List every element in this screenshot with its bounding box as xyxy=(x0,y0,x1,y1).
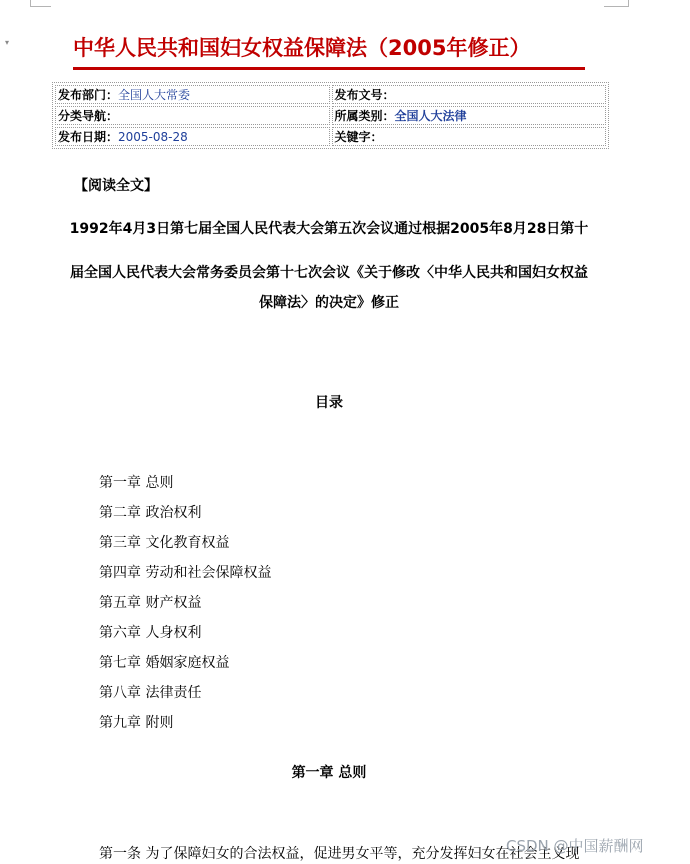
title-underline xyxy=(73,67,585,70)
doc-number-label: 发布文号： xyxy=(334,88,395,102)
toc-item: 第八章 法律责任 xyxy=(99,685,202,701)
doc-number-cell xyxy=(332,85,607,104)
category-nav-cell xyxy=(55,106,330,125)
metadata-table xyxy=(52,82,609,149)
read-full-link[interactable]: 【阅读全文】 xyxy=(74,178,158,194)
keywords-cell xyxy=(332,127,607,146)
category-nav-label: 分类导航： xyxy=(58,109,119,123)
toc-heading: 目录 xyxy=(315,395,343,411)
toc-item: 第四章 劳动和社会保障权益 xyxy=(99,565,272,581)
toc-item: 第二章 政治权利 xyxy=(99,505,202,521)
page-corner-mark-right xyxy=(604,0,629,7)
toc-item: 第三章 文化教育权益 xyxy=(99,535,230,551)
chapter-heading: 第一章 总则 xyxy=(291,765,367,781)
category-cell xyxy=(332,106,607,125)
preamble-line: 1992年4月3日第七届全国人民代表大会第五次会议通过根据2005年8月28日第十 xyxy=(69,221,589,237)
date-cell xyxy=(55,127,330,146)
toc-item: 第九章 附则 xyxy=(99,715,174,731)
date-value: 2005-08-28 xyxy=(118,130,188,144)
toc-item: 第五章 财产权益 xyxy=(99,595,202,611)
preamble-line: 保障法〉的决定》修正 xyxy=(259,295,399,311)
preamble-line: 届全国人民代表大会常务委员会第十七次会议《关于修改〈中华人民共和国妇女权益 xyxy=(70,265,588,281)
toc-item: 第七章 婚姻家庭权益 xyxy=(99,655,230,671)
category-label: 所属类别： xyxy=(334,109,395,123)
date-label: 发布日期： xyxy=(58,130,119,144)
department-label: 发布部门： xyxy=(58,88,119,102)
metadata-row xyxy=(55,85,606,104)
toc-item: 第一章 总则 xyxy=(99,475,174,491)
article-paragraph: 第一条 为了保障妇女的合法权益，促进男女平等，充分发挥妇女在社会主义现 xyxy=(99,846,580,862)
table-of-contents xyxy=(99,473,271,743)
document-title: 中华人民共和国妇女权益保障法（2005年修正） xyxy=(73,36,531,60)
category-link[interactable]: 全国人大法律 xyxy=(394,109,467,123)
watermark: CSDN @中国薪酬网 xyxy=(506,837,644,855)
metadata-row xyxy=(55,106,606,125)
page-corner-mark-left xyxy=(30,0,51,7)
department-link[interactable]: 全国人大常委 xyxy=(118,88,191,102)
metadata-row xyxy=(55,127,606,146)
toc-item: 第六章 人身权利 xyxy=(99,625,202,641)
keywords-label: 关键字： xyxy=(334,130,383,144)
department-cell xyxy=(55,85,330,104)
margin-arrow-icon: ▾ xyxy=(5,38,10,47)
